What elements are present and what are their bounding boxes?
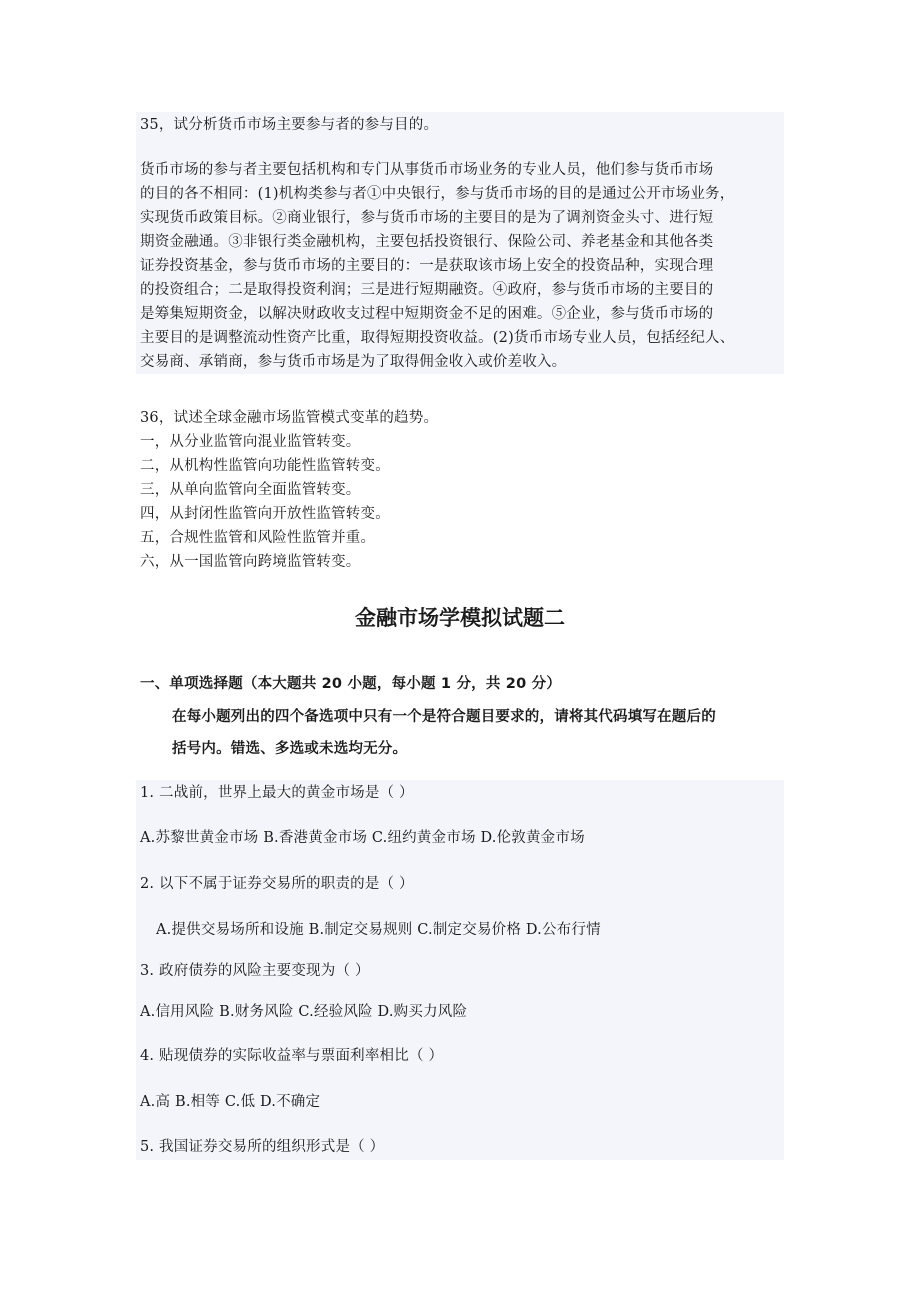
question-options: A.提供交易场所和设施 B.制定交易规则 C.制定交易价格 D.公布行情 — [156, 922, 601, 938]
q35-answer-line: 实现货币政策目标。②商业银行，参与货币市场的主要目的是为了调剂资金头寸、进行短 — [140, 210, 714, 226]
q36-answer-line: 六，从一国监管向跨境监管转变。 — [140, 554, 361, 570]
q35-answer-line: 货币市场的参与者主要包括机构和专门从事货币市场业务的专业人员，他们参与货币市场 — [140, 162, 714, 178]
q36-answer-line: 一，从分业监管向混业监管转变。 — [140, 434, 361, 450]
question-options: A.信用风险 B.财务风险 C.经验风险 D.购买力风险 — [140, 1004, 468, 1020]
q36-answer-line: 二，从机构性监管向功能性监管转变。 — [140, 458, 390, 474]
exam-title: 金融市场学模拟试题二 — [355, 606, 565, 630]
q35-question: 35，试分析货币市场主要参与者的参与目的。 — [140, 117, 439, 133]
question-stem: 3. 政府债券的风险主要变现为（ ） — [140, 963, 370, 979]
q36-answer-line: 五，合规性监管和风险性监管并重。 — [140, 530, 376, 546]
q36-question: 36，试述全球金融市场监管模式变革的趋势。 — [140, 410, 439, 426]
q35-answer-line: 的目的各不相同：(1)机构类参与者①中央银行，参与货币市场的目的是通过公开市场业务， — [140, 186, 735, 202]
q35-answer-line: 的投资组合；二是取得投资利润；三是进行短期融资。④政府，参与货币市场的主要目的 — [140, 282, 714, 298]
instruction-line: 在每小题列出的四个备选项中只有一个是符合题目要求的，请将其代码填写在题后的 — [172, 709, 716, 725]
question-options: A.高 B.相等 C.低 D.不确定 — [140, 1094, 321, 1110]
q35-answer-line: 证券投资基金，参与货币市场的主要目的：一是获取该市场上安全的投资品种，实现合理 — [140, 258, 714, 274]
question-stem: 2. 以下不属于证券交易所的职责的是（ ） — [140, 876, 414, 892]
q35-answer-line: 交易商、承销商，参与货币市场是为了取得佣金收入或价差收入。 — [140, 354, 567, 370]
question-stem: 5. 我国证券交易所的组织形式是（ ） — [140, 1139, 385, 1155]
q36-answer-line: 四，从封闭性监管向开放性监管转变。 — [140, 506, 390, 522]
section-heading: 一、单项选择题（本大题共 20 小题，每小题 1 分，共 20 分） — [140, 676, 562, 692]
instruction-line: 括号内。错选、多选或未选均无分。 — [172, 741, 408, 757]
q35-answer-line: 主要目的是调整流动性资产比重，取得短期投资收益。(2)货币市场专业人员，包括经纪人、 — [140, 330, 735, 346]
q35-answer-line: 是筹集短期资金，以解决财政收支过程中短期资金不足的困难。⑤企业，参与货币市场的 — [140, 306, 714, 322]
question-stem: 4. 贴现债券的实际收益率与票面利率相比（ ） — [140, 1048, 444, 1064]
q35-answer-line: 期资金融通。③非银行类金融机构，主要包括投资银行、保险公司、养老基金和其他各类 — [140, 234, 714, 250]
question-stem: 1. 二战前，世界上最大的黄金市场是（ ） — [140, 785, 414, 801]
question-options: A.苏黎世黄金市场 B.香港黄金市场 C.纽约黄金市场 D.伦敦黄金市场 — [140, 830, 585, 846]
q36-answer-line: 三，从单向监管向全面监管转变。 — [140, 482, 361, 498]
